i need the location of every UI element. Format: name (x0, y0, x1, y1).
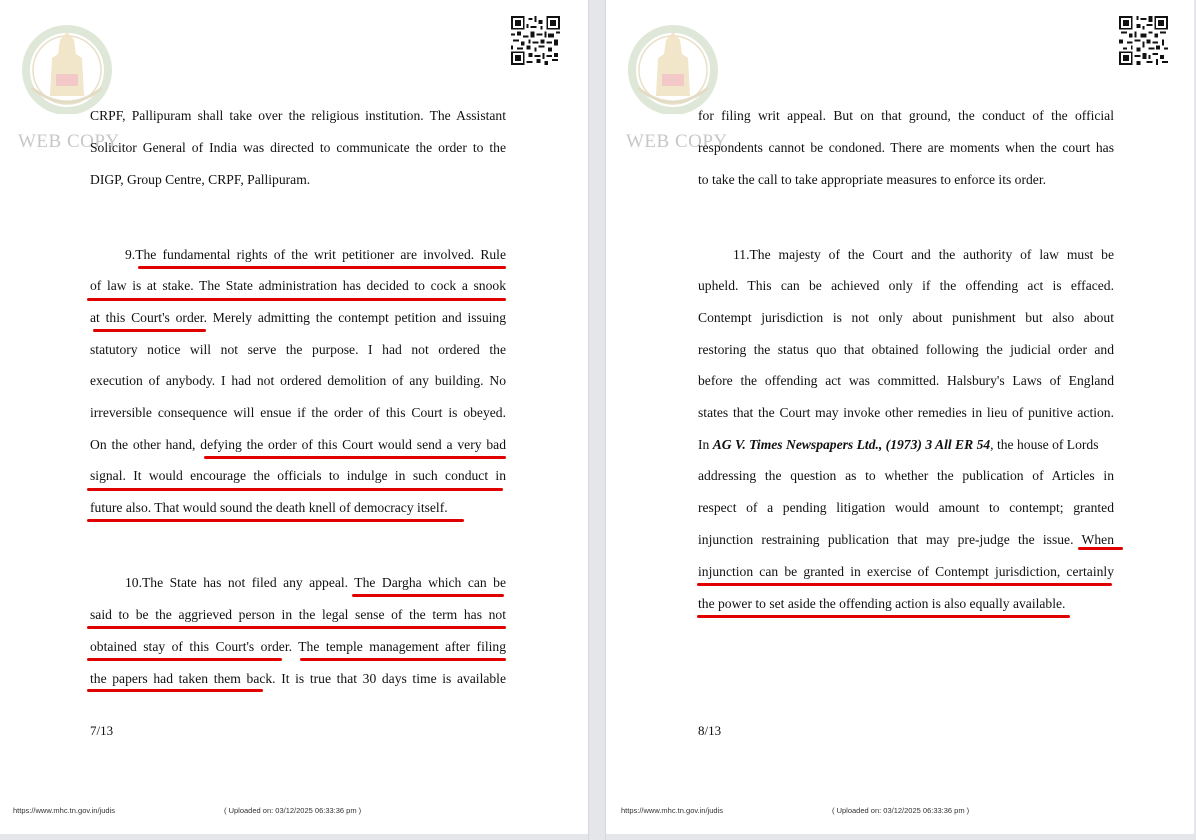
text-line: future also. That would sound the death knell of democracy itself. (90, 500, 448, 515)
paragraph-10-start: 10.The State has not filed any appeal. The Dargha which can be (125, 575, 506, 590)
high-court-seal-watermark (618, 18, 732, 114)
text-line: On the other hand, defying the order of this Court would send a very bad (90, 437, 506, 452)
text-line: statutory notice will not serve the purpose. I had not ordered the (90, 342, 506, 357)
document-page-8 (606, 0, 1194, 834)
red-underline-mark (87, 626, 506, 629)
qr-code-icon (1119, 16, 1168, 65)
web-copy-watermark: WEB COPY (18, 131, 120, 152)
paragraph-11-start: 11.The majesty of the Court and the authority of law must be (733, 247, 1114, 262)
case-citation-line (698, 436, 1114, 454)
footer-url: https://www.mhc.tn.gov.in/judis (621, 806, 723, 815)
text-line: the papers had taken them back. It is true that 30 days time is available (90, 671, 506, 686)
text-line: for filing writ appeal. But on that ground, the conduct of the official (698, 108, 1114, 123)
text-line: obtained stay of this Court's order. The temple management after filing (90, 639, 506, 654)
text-line: signal. It would encourage the officials to indulge in such conduct in (90, 468, 506, 483)
red-underline-mark (87, 298, 506, 301)
page-number: 8/13 (698, 723, 722, 738)
document-page-7 (0, 0, 588, 834)
text-line: DIGP, Group Centre, CRPF, Pallipuram. (90, 172, 311, 187)
text-line: injunction can be granted in exercise of Contempt jurisdiction, certainly (698, 564, 1114, 579)
text-line: restoring the status quo that obtained following the judicial order and (698, 342, 1114, 357)
text-line: execution of anybody. I had not ordered demolition of any building. No (90, 373, 506, 388)
footer-url: https://www.mhc.tn.gov.in/judis (13, 806, 115, 815)
text-fragment: , the house of Lords (990, 437, 1099, 452)
red-underline-mark (300, 658, 506, 661)
page-gutter (588, 0, 606, 840)
paragraph-9-start: 9.The fundamental rights of the writ petitioner are involved. Rule (125, 247, 506, 262)
red-underline-mark (697, 583, 1112, 586)
red-underline-mark (87, 658, 282, 661)
qr-code-icon (511, 16, 560, 65)
red-underline-mark (87, 488, 503, 491)
red-underline-mark (87, 689, 263, 692)
footer-uploaded: ( Uploaded on: 03/12/2025 06:33:36 pm ) (224, 806, 362, 815)
text-line: irreversible consequence will ensue if the order of this Court is obeyed. (90, 405, 506, 420)
red-underline-mark (1078, 547, 1123, 550)
text-line: respondents cannot be condoned. There are moments when the court has (698, 140, 1114, 155)
text-line: injunction restraining publication that may pre-judge the issue. When (698, 532, 1114, 547)
page-number: 7/13 (90, 723, 114, 738)
text-line: addressing the question as to whether the publication of Articles in (698, 468, 1114, 483)
case-citation: AG V. Times Newspapers Ltd., (1973) 3 All ER 54 (712, 437, 991, 452)
text-line: at this Court's order. Merely admitting the contempt petition and issuing (90, 310, 506, 325)
footer-uploaded: ( Uploaded on: 03/12/2025 06:33:36 pm ) (832, 806, 970, 815)
text-line: states that the Court may invoke other remedies in lieu of punitive action. (698, 405, 1114, 420)
red-underline-mark (93, 329, 206, 332)
red-underline-mark (352, 594, 504, 597)
text-line: CRPF, Pallipuram shall take over the religious institution. The Assistant (90, 108, 506, 123)
text-line: before the offending act was committed. Halsbury's Laws of England (698, 373, 1114, 388)
red-underline-mark (697, 615, 1070, 618)
web-copy-watermark: WEB COPY (626, 131, 728, 152)
text-line: Contempt jurisdiction is not only about punishment but also about (698, 310, 1114, 325)
red-underline-mark (87, 519, 464, 522)
text-line: to take the call to take appropriate measures to enforce its order. (698, 172, 1047, 187)
text-line: of law is at stake. The State administration has decided to cock a snook (90, 278, 506, 293)
red-underline-mark (138, 266, 506, 269)
text-line: respect of a pending litigation would amount to contempt; granted (698, 500, 1114, 515)
red-underline-mark (204, 456, 506, 459)
text-fragment: In (698, 437, 713, 452)
text-line: the power to set aside the offending action is also equally available. (698, 596, 1066, 611)
text-line: said to be the aggrieved person in the legal sense of the term has not (90, 607, 506, 622)
high-court-seal-watermark (12, 18, 126, 114)
text-line: Solicitor General of India was directed to communicate the order to the (90, 140, 506, 155)
text-line: upheld. This can be achieved only if the offending act is effaced. (698, 278, 1114, 293)
